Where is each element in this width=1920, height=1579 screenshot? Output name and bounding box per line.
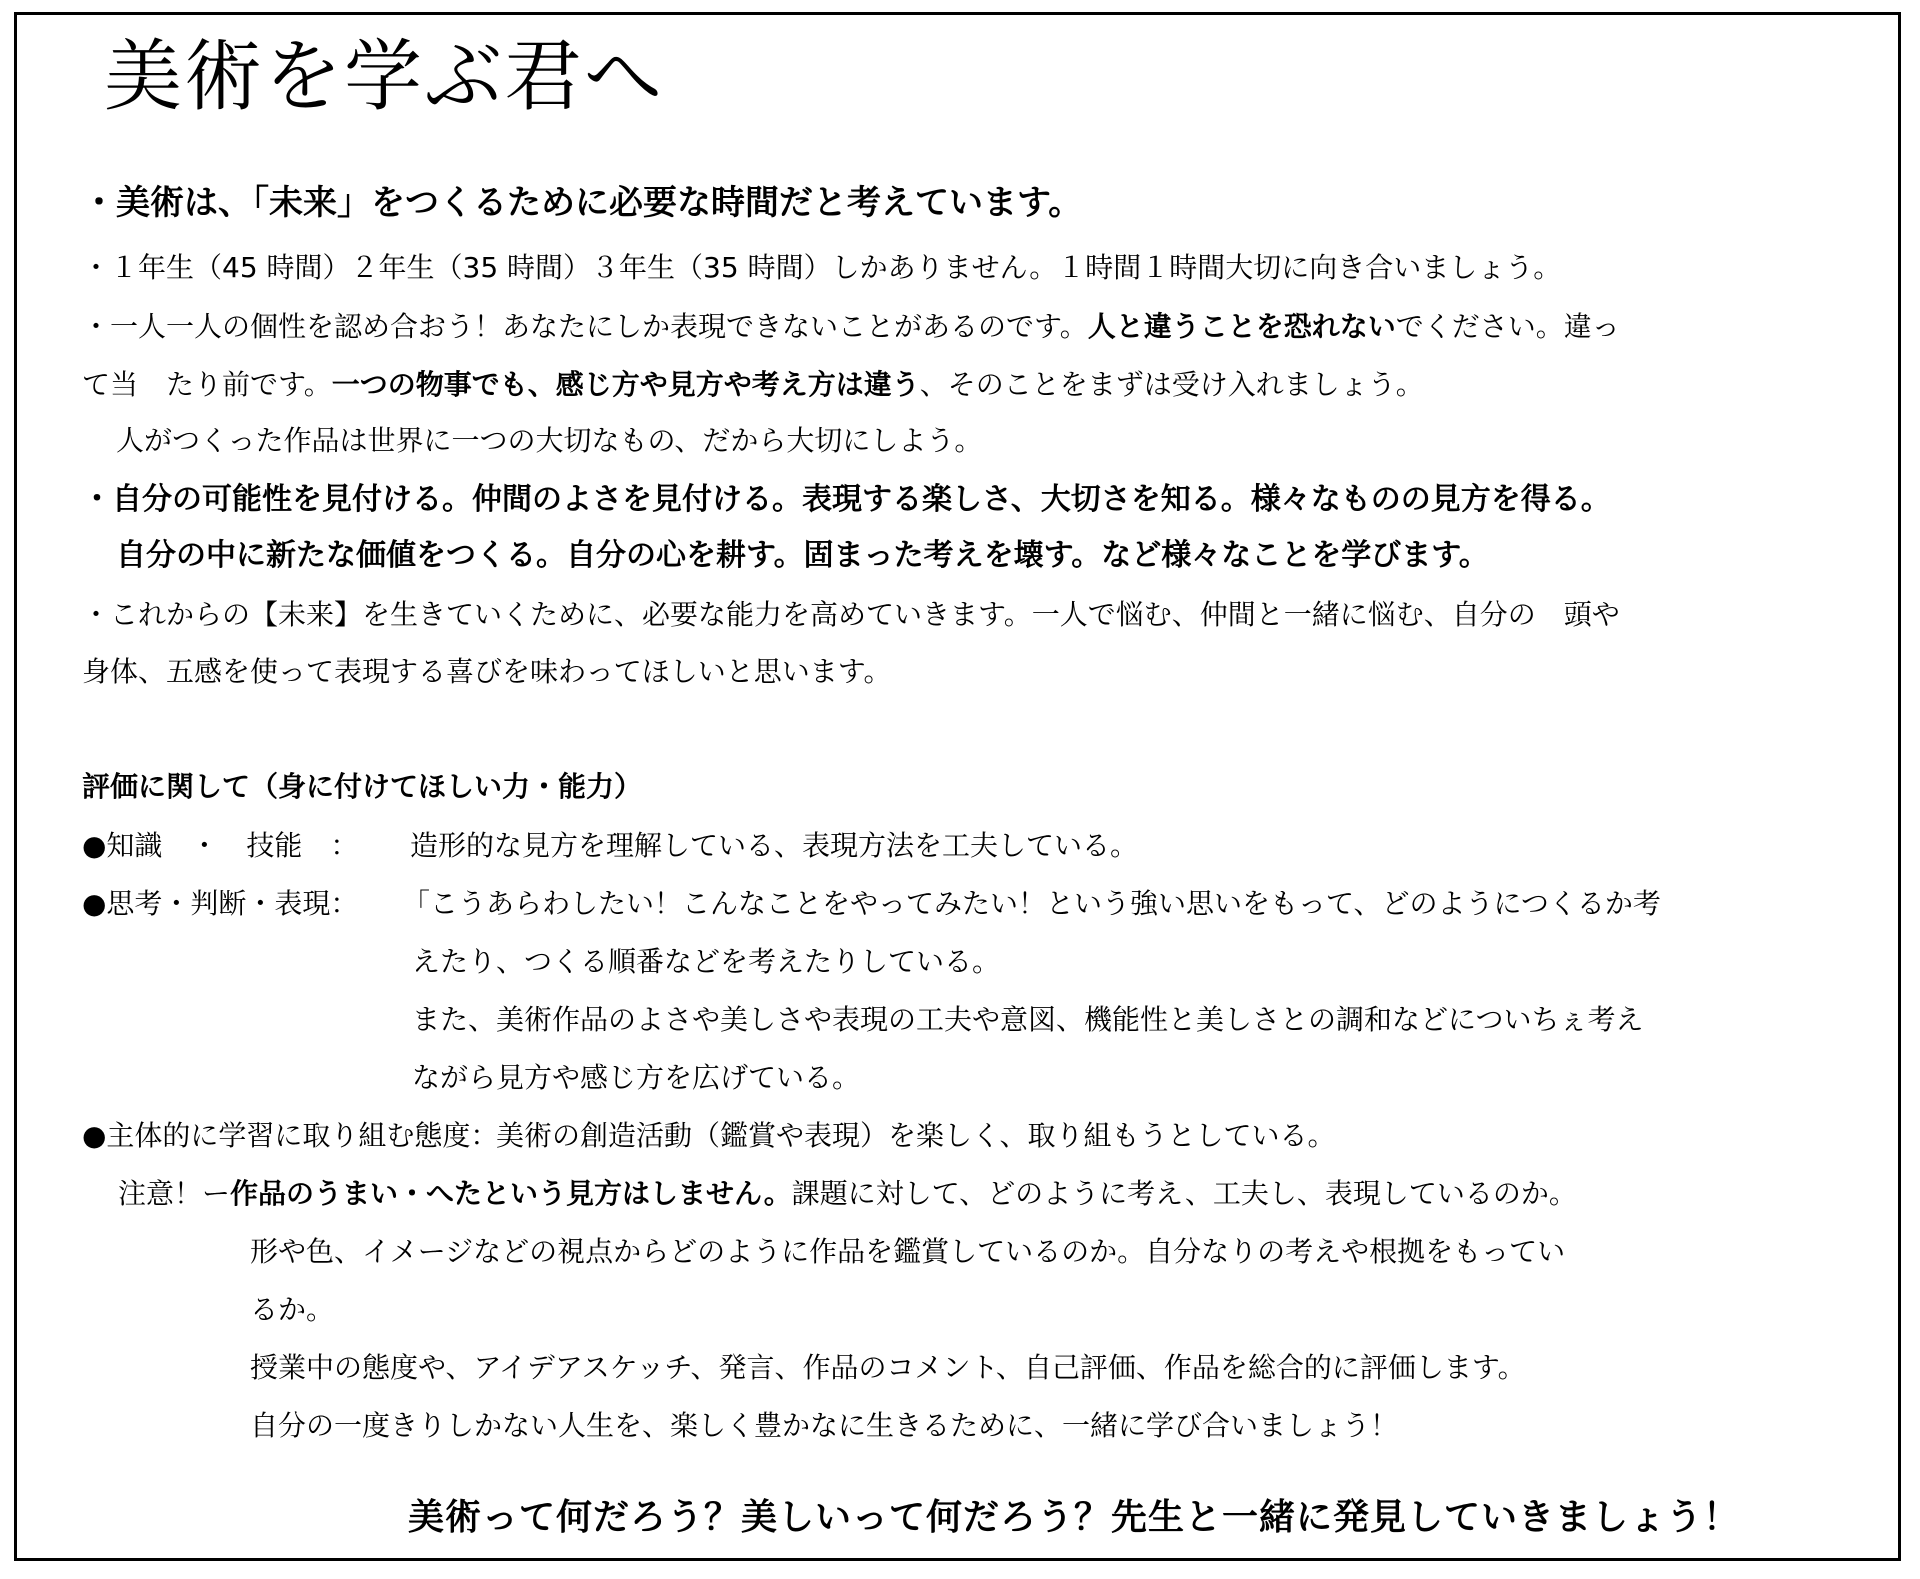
- evaluation-attitude-label: ●主体的に学習に取り組む態度：: [82, 1119, 499, 1152]
- intro-learn-line2: 自分の中に新たな価値をつくる。自分の心を耕す。固まった考えを壊す。など様々なことを学びます。: [116, 538, 1489, 573]
- closing-message: 美術って何だろう？美しいって何だろう？先生と一緒に発見していきましょう！: [408, 1497, 1741, 1538]
- evaluation-thinking-line: ながら見方や感じ方を広げている。: [412, 1061, 861, 1094]
- individuality-tail: でください。違っ: [1395, 310, 1620, 343]
- note-line: 形や色、イメージなどの視点からどのように作品を鑑賞しているのか。自分なりの考えや根拠をもってい: [250, 1235, 1566, 1268]
- evaluation-knowledge-label: ●知識 ・ 技能 ：: [82, 829, 359, 862]
- intro-future-line2: 身体、五感を使って表現する喜びを味わってほしいと思います。: [82, 655, 892, 688]
- intro-individuality-line2: [82, 368, 1424, 401]
- note-line: るか。: [250, 1293, 335, 1326]
- evaluation-heading: 評価に関して（身に付けてほしい力・能力）: [82, 770, 643, 803]
- individuality2-emphasis: 一つの物事でも、感じ方や見方や考え方は違う: [331, 368, 920, 401]
- evaluation-thinking-line: 「こうあらわしたい！こんなことをやってみたい！という強い思いをもって、どのようにつくるか考: [402, 887, 1661, 920]
- individuality-text: ・一人一人の個性を認め合おう！あなたにしか表現できないことがあるのです。: [82, 310, 1088, 343]
- intro-future-line1: ・これからの【未来】を生きていくために、必要な能力を高めていきます。一人で悩む、仲間と一緒に悩む、自分の 頭や: [82, 598, 1620, 631]
- intro-headline: ・美術は、「未来」をつくるために必要な時間だと考えています。: [82, 183, 1083, 223]
- intro-individuality-line3: 人がつくった作品は世界に一つの大切なもの、だから大切にしよう。: [116, 424, 983, 457]
- evaluation-knowledge-text: 造形的な見方を理解している、表現方法を工夫している。: [410, 829, 1139, 862]
- note-emphasis: 作品のうまい・へたという見方はしません。: [230, 1177, 792, 1210]
- intro-individuality-line1: [82, 310, 1620, 343]
- note-rest: 課題に対して、どのように考え、工夫し、表現しているのか。: [791, 1177, 1577, 1210]
- note-label: 注意！ー: [118, 1177, 231, 1210]
- note-line: 自分の一度きりしかない人生を、楽しく豊かなに生きるために、一緒に学び合いましょう！: [250, 1409, 1399, 1442]
- page-title: 美術を学ぶ君へ: [104, 32, 665, 122]
- note-line: 授業中の態度や、アイデアスケッチ、発言、作品のコメント、自己評価、作品を総合的に評価します。: [250, 1351, 1526, 1384]
- intro-hours: ・１年生（45 時間）２年生（35 時間）３年生（35 時間）しかありません。１時間１時間大切に向き合いましょう。: [82, 251, 1562, 284]
- evaluation-attitude-text: 美術の創造活動（鑑賞や表現）を楽しく、取り組もうとしている。: [496, 1119, 1336, 1152]
- evaluation-thinking-line: また、美術作品のよさや美しさや表現の工夫や意図、機能性と美しさとの調和などについちぇ考え: [412, 1003, 1644, 1036]
- intro-learn-line1: ・自分の可能性を見付ける。仲間のよさを見付ける。表現する楽しさ、大切さを知る。様々なものの見方を得る。: [82, 482, 1611, 517]
- note-line1: [118, 1177, 1577, 1210]
- individuality2-text: て当 たり前です。: [82, 368, 332, 401]
- individuality-emphasis: 人と違うことを恐れない: [1087, 310, 1396, 343]
- individuality2-tail: 、そのことをまずは受け入れましょう。: [919, 368, 1424, 401]
- evaluation-thinking-line: えたり、つくる順番などを考えたりしている。: [412, 945, 1001, 978]
- evaluation-thinking-label: ●思考・判断・表現：: [82, 887, 359, 920]
